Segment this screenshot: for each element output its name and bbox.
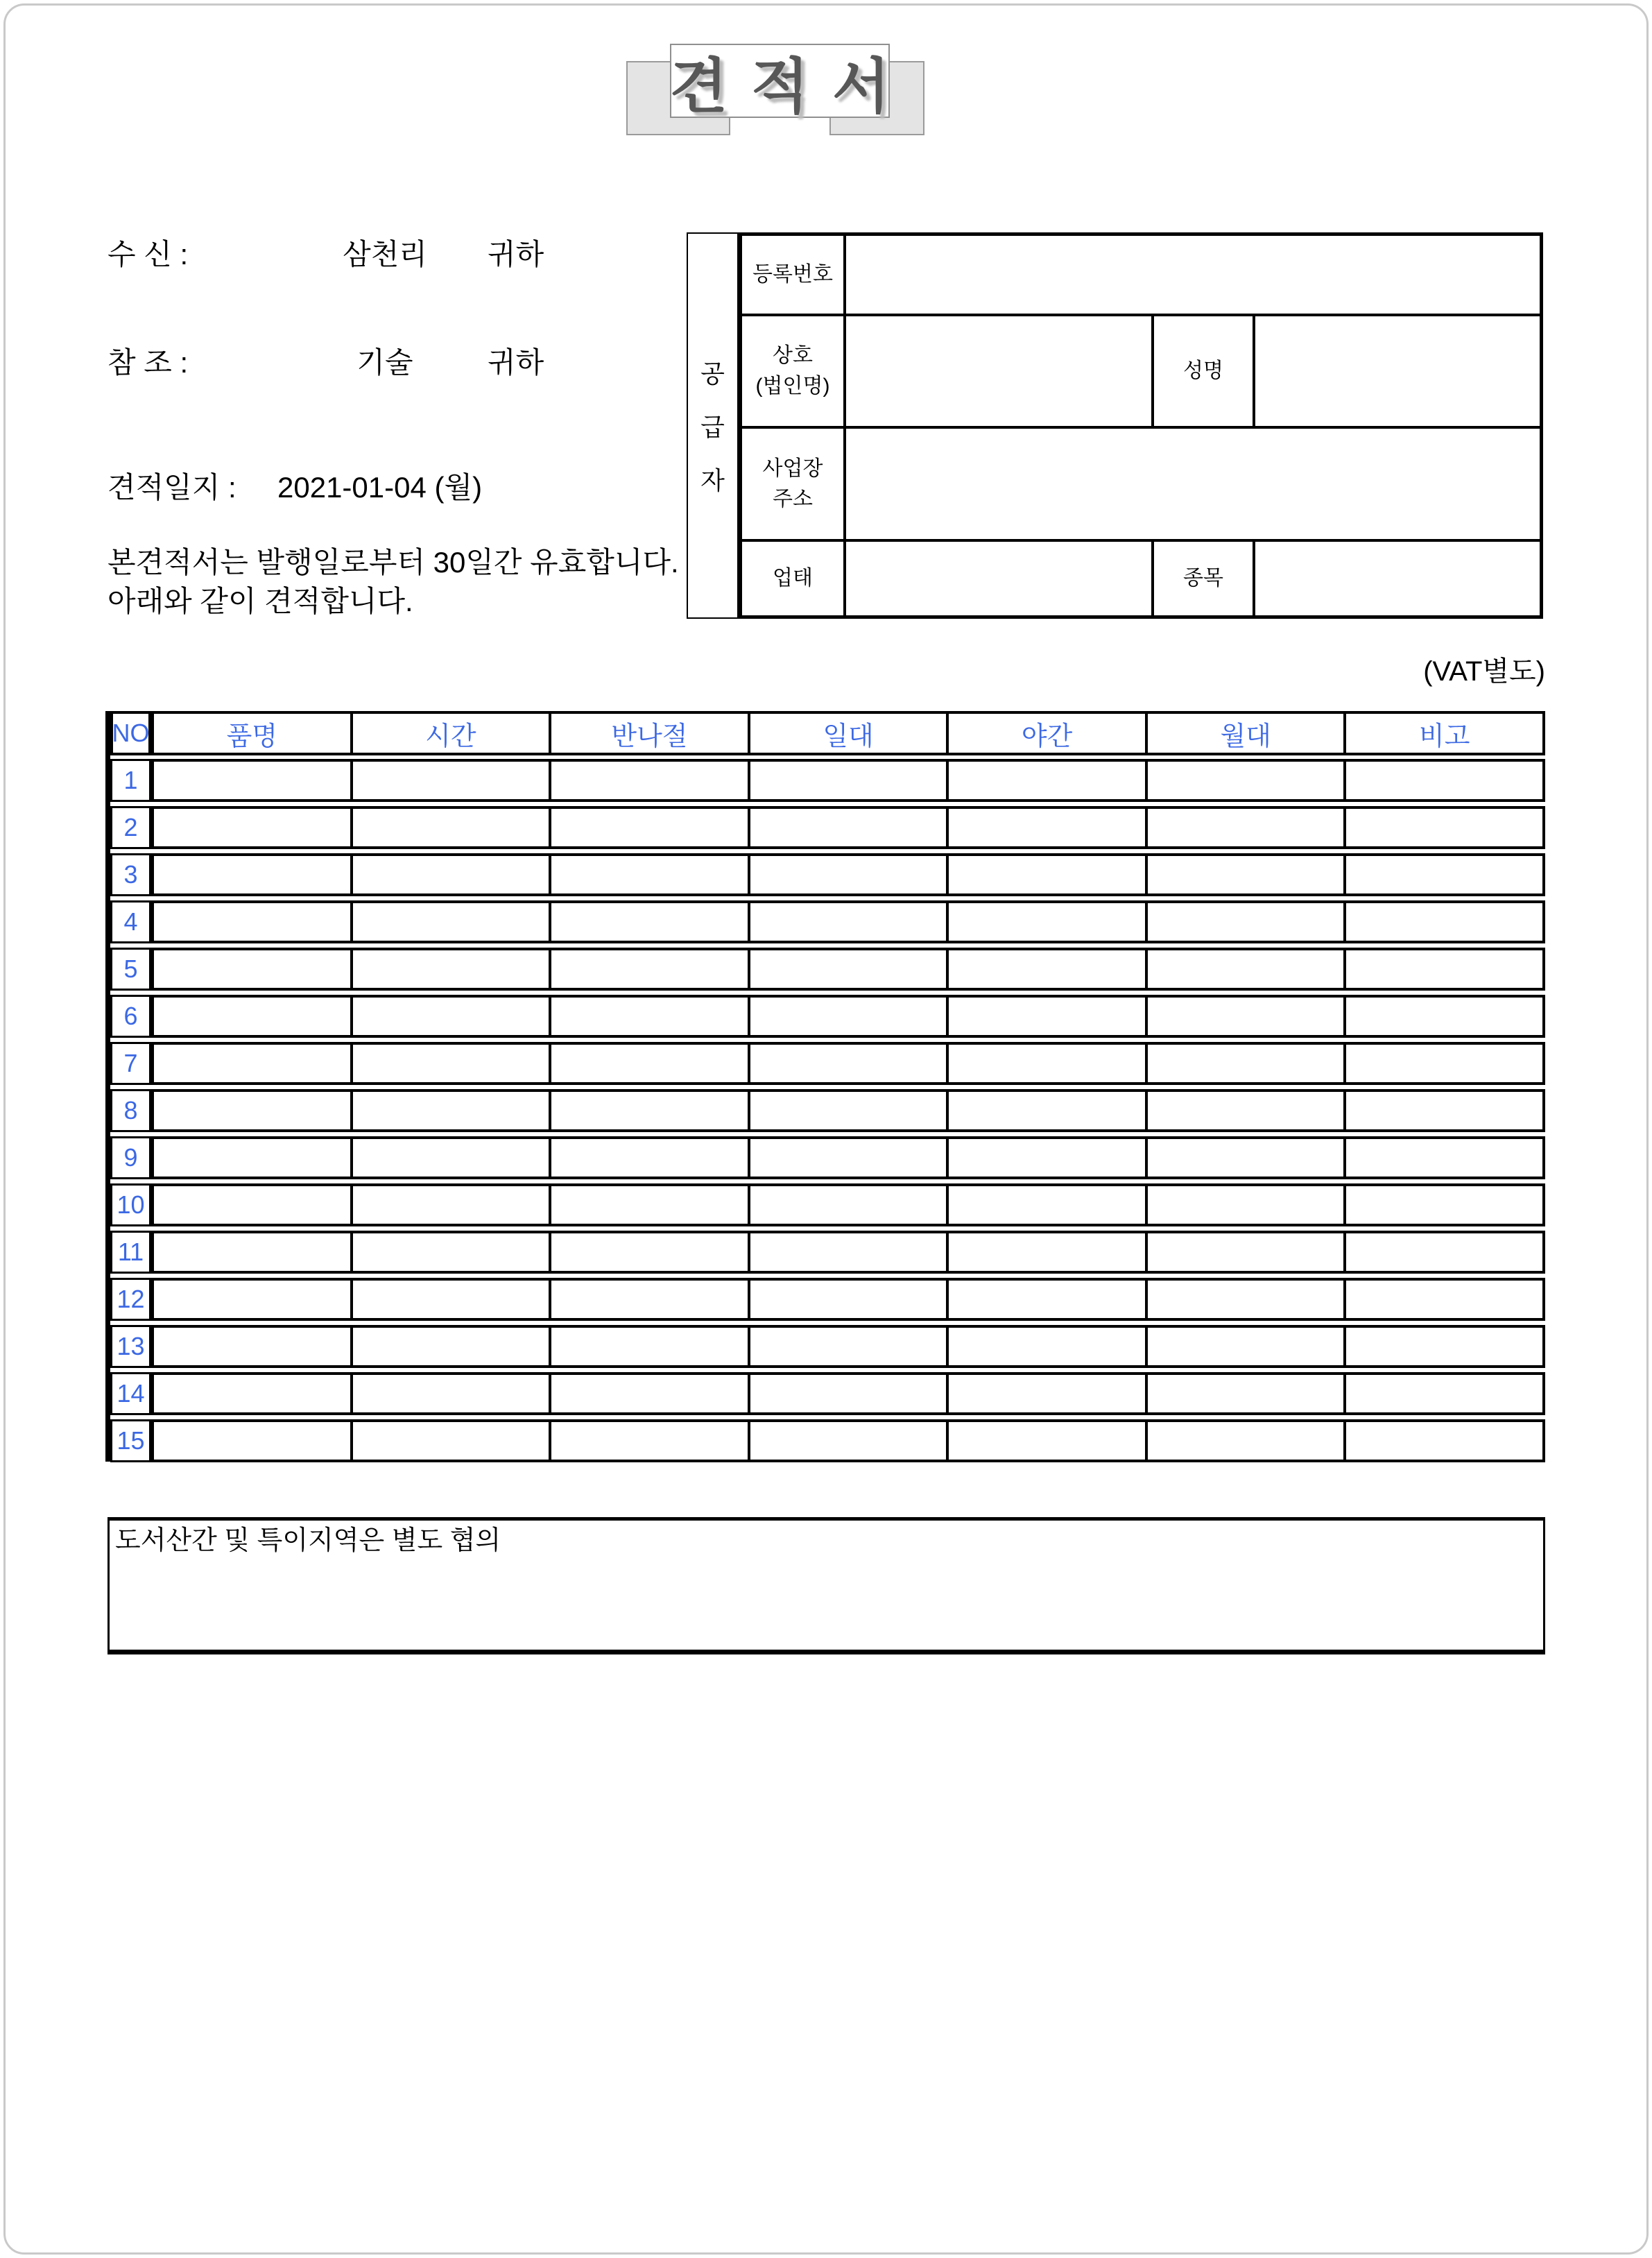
row-number: 12 [110, 1278, 151, 1321]
table-row [110, 1325, 1545, 1368]
item-label: 종목 [1151, 542, 1255, 615]
table-cell [1346, 1233, 1542, 1271]
row-band [151, 900, 1545, 943]
row-band [151, 759, 1545, 802]
table-cell [353, 1092, 552, 1129]
table-cell [353, 1422, 552, 1460]
row-band [151, 853, 1545, 896]
table-cell [1346, 1422, 1542, 1460]
header-cell: 반나절 [551, 714, 750, 753]
header-cell: 야간 [949, 714, 1148, 753]
intro-line: 아래와 같이 견적합니다. [107, 585, 413, 617]
table-cell [1346, 1328, 1542, 1365]
company-label [742, 316, 846, 426]
table-cell [154, 1375, 353, 1412]
recipient-honorific: 귀하 [488, 238, 544, 271]
table-cell [154, 1233, 353, 1271]
table-cell [750, 1422, 949, 1460]
table-cell [1148, 762, 1347, 799]
page-title: 견적서 [669, 53, 914, 120]
row-number: 2 [110, 806, 151, 849]
header-cell: 품명 [154, 714, 353, 753]
registration-value [846, 236, 1540, 314]
table-row [110, 995, 1545, 1038]
table-row [110, 900, 1545, 943]
table-cell [949, 950, 1148, 988]
table-cell [949, 1422, 1148, 1460]
table-cell [154, 1092, 353, 1129]
title-banner [669, 44, 914, 120]
table-cell [551, 1186, 750, 1224]
row-number: 9 [110, 1136, 151, 1179]
row-band [151, 1089, 1545, 1132]
table-cell [949, 1092, 1148, 1129]
table-cell [154, 998, 353, 1035]
table-cell [353, 1328, 552, 1365]
table-cell [1148, 1045, 1347, 1082]
header-cell: 비고 [1419, 721, 1470, 751]
supplier-row-registration [742, 236, 1540, 314]
table-cell [154, 903, 353, 941]
table-cell [750, 1375, 949, 1412]
table-cell [949, 1328, 1148, 1365]
table-row [110, 1136, 1545, 1179]
row-band [151, 1136, 1545, 1179]
table-cell [551, 903, 750, 941]
table-cell [353, 950, 552, 988]
row-band [151, 1231, 1545, 1274]
row-band [151, 948, 1545, 991]
table-cell [750, 998, 949, 1035]
table-cell [949, 762, 1148, 799]
table-cell [353, 903, 552, 941]
row-number: 15 [110, 1419, 151, 1462]
row-band [151, 1042, 1545, 1085]
row-band [151, 1183, 1545, 1226]
reference-name: 기술 [356, 346, 413, 379]
table-cell [1346, 998, 1542, 1035]
table-cell [1346, 903, 1542, 941]
table-cell [1148, 1186, 1347, 1224]
row-number: 5 [110, 948, 151, 991]
row-number: 1 [110, 759, 151, 802]
table-cell [1346, 856, 1542, 893]
supplier-row-address [742, 426, 1540, 539]
table-cell [1346, 1092, 1542, 1129]
address-label-line2: 주소 [773, 487, 813, 511]
table-cell [154, 1281, 353, 1318]
row-number: 14 [110, 1372, 151, 1415]
table-cell [949, 998, 1148, 1035]
table-cell [154, 1422, 353, 1460]
header-band [151, 711, 1545, 755]
table-cell [551, 809, 750, 846]
table-cell [154, 1328, 353, 1365]
table-cell [1148, 998, 1347, 1035]
row-number: 3 [110, 853, 151, 896]
table-cell [1148, 809, 1347, 846]
table-cell [750, 1328, 949, 1365]
address-value [846, 429, 1540, 539]
table-cell [1346, 1186, 1542, 1224]
table-row [110, 1042, 1545, 1085]
table-cell [1148, 903, 1347, 941]
table-cell [750, 809, 949, 846]
table-cell [750, 762, 949, 799]
row-number: 7 [110, 1042, 151, 1085]
table-cell [1346, 1139, 1542, 1177]
table-cell [353, 1375, 552, 1412]
company-label-line1: 상호 [773, 344, 813, 367]
header-cell: 일대 [750, 714, 949, 753]
row-band [151, 1278, 1545, 1321]
recipient-label: 수 신 : [107, 238, 189, 271]
row-band [151, 1325, 1545, 1368]
supplier-side-label [687, 232, 739, 619]
footer-note-text: 도서산간 및 특이지역은 별도 협의 [115, 1526, 501, 1555]
table-cell [353, 1186, 552, 1224]
table-cell [949, 1186, 1148, 1224]
table-cell [154, 1139, 353, 1177]
row-number: 11 [110, 1231, 151, 1274]
table-cell [353, 1139, 552, 1177]
table-cell [949, 1281, 1148, 1318]
table-cell [1346, 1045, 1542, 1082]
table-row [110, 759, 1545, 802]
header-cell: 시간 [353, 714, 552, 753]
table-cell [551, 1328, 750, 1365]
row-band [151, 1372, 1545, 1415]
row-band [151, 995, 1545, 1038]
business-type-label: 업태 [742, 542, 846, 615]
supplier-row-business [742, 539, 1540, 615]
table-cell [750, 1186, 949, 1224]
vat-note: (VAT별도) [1423, 656, 1545, 687]
table-cell [551, 1092, 750, 1129]
table-row [110, 948, 1545, 991]
table-cell [750, 1045, 949, 1082]
table-cell [1148, 1375, 1347, 1412]
table-cell [353, 1233, 552, 1271]
table-row [110, 1278, 1545, 1321]
table-cell [750, 1139, 949, 1177]
table-cell [1346, 950, 1542, 988]
supplier-side-char: 자 [700, 466, 725, 495]
item-value [1255, 542, 1540, 615]
table-row [110, 806, 1545, 849]
table-row [110, 1183, 1545, 1226]
table-cell [1346, 762, 1542, 799]
table-cell [154, 1186, 353, 1224]
table-cell [551, 1233, 750, 1271]
row-number: 4 [110, 900, 151, 943]
table-cell [1148, 1422, 1347, 1460]
table-row [110, 1231, 1545, 1274]
table-cell [949, 1233, 1148, 1271]
row-number: 8 [110, 1089, 151, 1132]
table-cell [154, 856, 353, 893]
table-cell [1148, 950, 1347, 988]
validity-note: 본견적서는 발행일로부터 30일간 유효합니다. [107, 546, 679, 579]
table-cell [949, 1375, 1148, 1412]
table-cell [154, 762, 353, 799]
recipient-name: 삼천리 [343, 238, 427, 271]
supplier-grid [739, 232, 1543, 619]
table-cell [551, 1375, 750, 1412]
table-cell [353, 762, 552, 799]
company-value [846, 316, 1151, 426]
quote-table-header [110, 711, 1545, 755]
table-cell [949, 856, 1148, 893]
reference-label: 참 조 : [107, 346, 189, 379]
quote-table [105, 711, 1545, 1462]
table-cell [750, 1281, 949, 1318]
table-cell [154, 809, 353, 846]
header-no: NO [110, 711, 151, 755]
table-cell [551, 998, 750, 1035]
table-cell [551, 1045, 750, 1082]
table-row [110, 1372, 1545, 1415]
table-cell [154, 950, 353, 988]
company-label-line2: (법인명) [755, 375, 830, 397]
header-cell: 월대 [1148, 714, 1347, 753]
table-cell [353, 856, 552, 893]
supplier-side-char: 급 [700, 413, 725, 441]
supplier-side-char: 공 [700, 359, 725, 388]
quote-date-label: 견적일지 : [107, 471, 236, 504]
table-cell [1148, 1139, 1347, 1177]
row-number: 6 [110, 995, 151, 1038]
table-cell [154, 1045, 353, 1082]
table-cell [353, 809, 552, 846]
table-cell [750, 856, 949, 893]
row-number: 13 [110, 1325, 151, 1368]
table-cell [1148, 1281, 1347, 1318]
footer-note-box [107, 1517, 1545, 1654]
table-cell [1346, 1375, 1542, 1412]
name-value [1255, 316, 1540, 426]
table-cell [1148, 1092, 1347, 1129]
table-row [110, 1419, 1545, 1462]
table-cell [551, 1422, 750, 1460]
table-cell [949, 1139, 1148, 1177]
table-row [110, 1089, 1545, 1132]
table-cell [1148, 1328, 1347, 1365]
row-band [151, 1419, 1545, 1462]
registration-label: 등록번호 [742, 236, 846, 314]
row-number: 10 [110, 1183, 151, 1226]
table-cell [551, 1139, 750, 1177]
table-cell [1148, 1233, 1347, 1271]
table-cell [551, 762, 750, 799]
reference-honorific: 귀하 [488, 346, 544, 379]
table-left-spine [105, 711, 110, 1462]
table-cell [949, 809, 1148, 846]
quote-date-value: 2021-01-04 (월) [277, 471, 483, 504]
table-cell [1346, 809, 1542, 846]
supplier-row-company [742, 314, 1540, 426]
table-cell [750, 1233, 949, 1271]
business-type-value [846, 542, 1151, 615]
table-cell [949, 903, 1148, 941]
table-cell [750, 1092, 949, 1129]
table-cell [1148, 856, 1347, 893]
table-cell [750, 903, 949, 941]
address-label-line1: 사업장 [762, 456, 823, 480]
table-cell [949, 1045, 1148, 1082]
table-cell [551, 1281, 750, 1318]
table-cell [551, 856, 750, 893]
address-label [742, 429, 846, 539]
table-cell [353, 1045, 552, 1082]
table-cell [750, 950, 949, 988]
supplier-table [687, 232, 1543, 619]
table-cell [1346, 1281, 1542, 1318]
quote-table-rows [105, 759, 1545, 1462]
table-cell [353, 1281, 552, 1318]
name-label: 성명 [1151, 316, 1255, 426]
table-cell [353, 998, 552, 1035]
table-row [110, 853, 1545, 896]
table-cell [551, 950, 750, 988]
row-band [151, 806, 1545, 849]
